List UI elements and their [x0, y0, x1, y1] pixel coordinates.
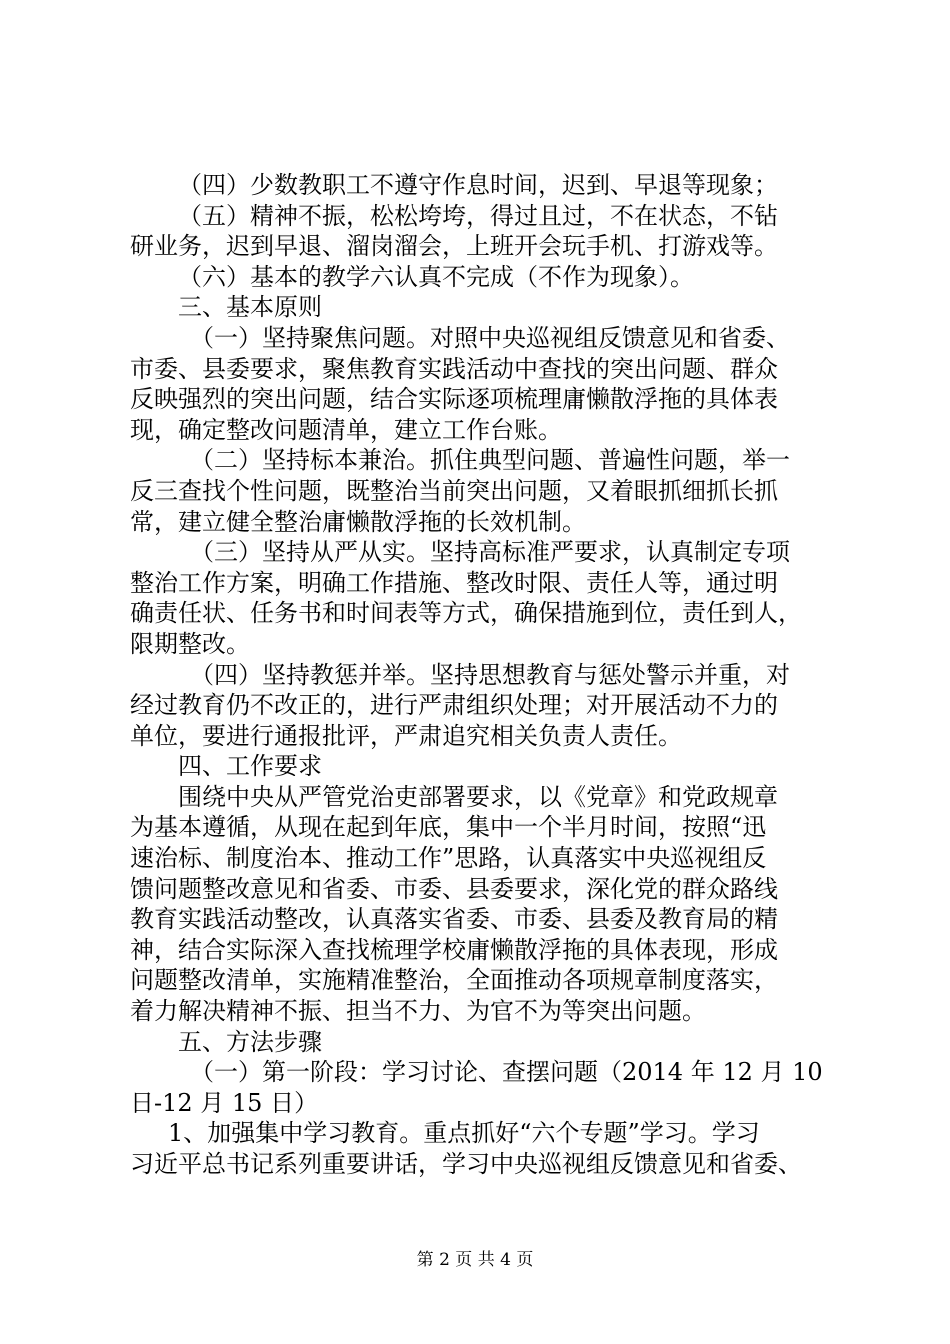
text-line: 单位，要进行通报批评，严肃追究相关负责人责任。 — [130, 721, 682, 750]
text-line: 为基本遵循，从现在起到年底，集中一个半月时间，按照“迅 — [130, 813, 767, 842]
text-line: 研业务，迟到早退、溜岗溜会，上班开会玩手机、打游戏等。 — [130, 232, 778, 261]
text-line: 整治工作方案，明确工作措施、整改时限、责任人等，通过明 — [130, 568, 778, 597]
text-line: 1、加强集中学习教育。重点抓好“六个专题”学习。学习 — [168, 1119, 760, 1148]
section-heading: 三、基本原则 — [178, 293, 322, 322]
text-line: 馈问题整改意见和省委、市委、县委要求，深化党的群众路线 — [130, 874, 778, 903]
text-line: 常，建立健全整治庸懒散浮拖的长效机制。 — [130, 507, 586, 536]
text-line: 经过教育仍不改正的，进行严肃组织处理；对开展活动不力的 — [130, 691, 778, 720]
page-footer: 第 2 页 共 4 页 — [416, 1250, 534, 1270]
text-line: （四）坚持教惩并举。坚持思想教育与惩处警示并重，对 — [190, 660, 790, 689]
text-line: 神，结合实际深入查找梳理学校庸懒散浮拖的具体表现，形成 — [130, 935, 778, 964]
text-line: （六）基本的教学六认真不完成（不作为现象）。 — [178, 262, 694, 291]
text-line: （四）少数教职工不遵守作息时间，迟到、早退等现象； — [178, 171, 778, 199]
text-line: 反映强烈的突出问题，结合实际逐项梳理庸懒散浮拖的具体表 — [130, 385, 778, 414]
section-heading: 五、方法步骤 — [178, 1027, 322, 1056]
document-body — [130, 170, 835, 1180]
text-line: （一）坚持聚焦问题。对照中央巡视组反馈意见和省委、 — [190, 323, 790, 352]
text-line: 现，确定整改问题清单，建立工作台账。 — [130, 415, 562, 444]
text-line: 围绕中央从严管党治吏部署要求，以《党章》和党政规章 — [178, 782, 778, 811]
text-line: 问题整改清单，实施精准整治，全面推动各项规章制度落实， — [130, 966, 778, 995]
section-heading: 四、工作要求 — [178, 752, 322, 781]
text-line: 确责任状、任务书和时间表等方式，确保措施到位，责任到人， — [130, 599, 802, 628]
text-line: 日-12 月 15 日） — [130, 1088, 319, 1117]
text-line: 教育实践活动整改，认真落实省委、市委、县委及教育局的精 — [130, 905, 778, 934]
text-line: （五）精神不振，松松垮垮，得过且过，不在状态，不钻 — [178, 201, 778, 230]
text-line: （一）第一阶段：学习讨论、查摆问题（2014 年 12 月 10 — [190, 1058, 823, 1087]
text-line: 市委、县委要求，聚焦教育实践活动中查找的突出问题、群众 — [130, 354, 778, 383]
text-line: （三）坚持从严从实。坚持高标准严要求，认真制定专项 — [190, 538, 790, 567]
text-line: （二）坚持标本兼治。抓住典型问题、普遍性问题，举一 — [190, 446, 790, 475]
text-line: 着力解决精神不振、担当不力、为官不为等突出问题。 — [130, 997, 706, 1026]
text-line: 限期整改。 — [130, 629, 250, 658]
text-line: 习近平总书记系列重要讲话，学习中央巡视组反馈意见和省委、 — [130, 1150, 802, 1178]
text-line: 反三查找个性问题，既整治当前突出问题，又着眼抓细抓长抓 — [130, 476, 778, 505]
text-line: 速治标、制度治本、推动工作”思路，认真落实中央巡视组反 — [130, 844, 767, 873]
